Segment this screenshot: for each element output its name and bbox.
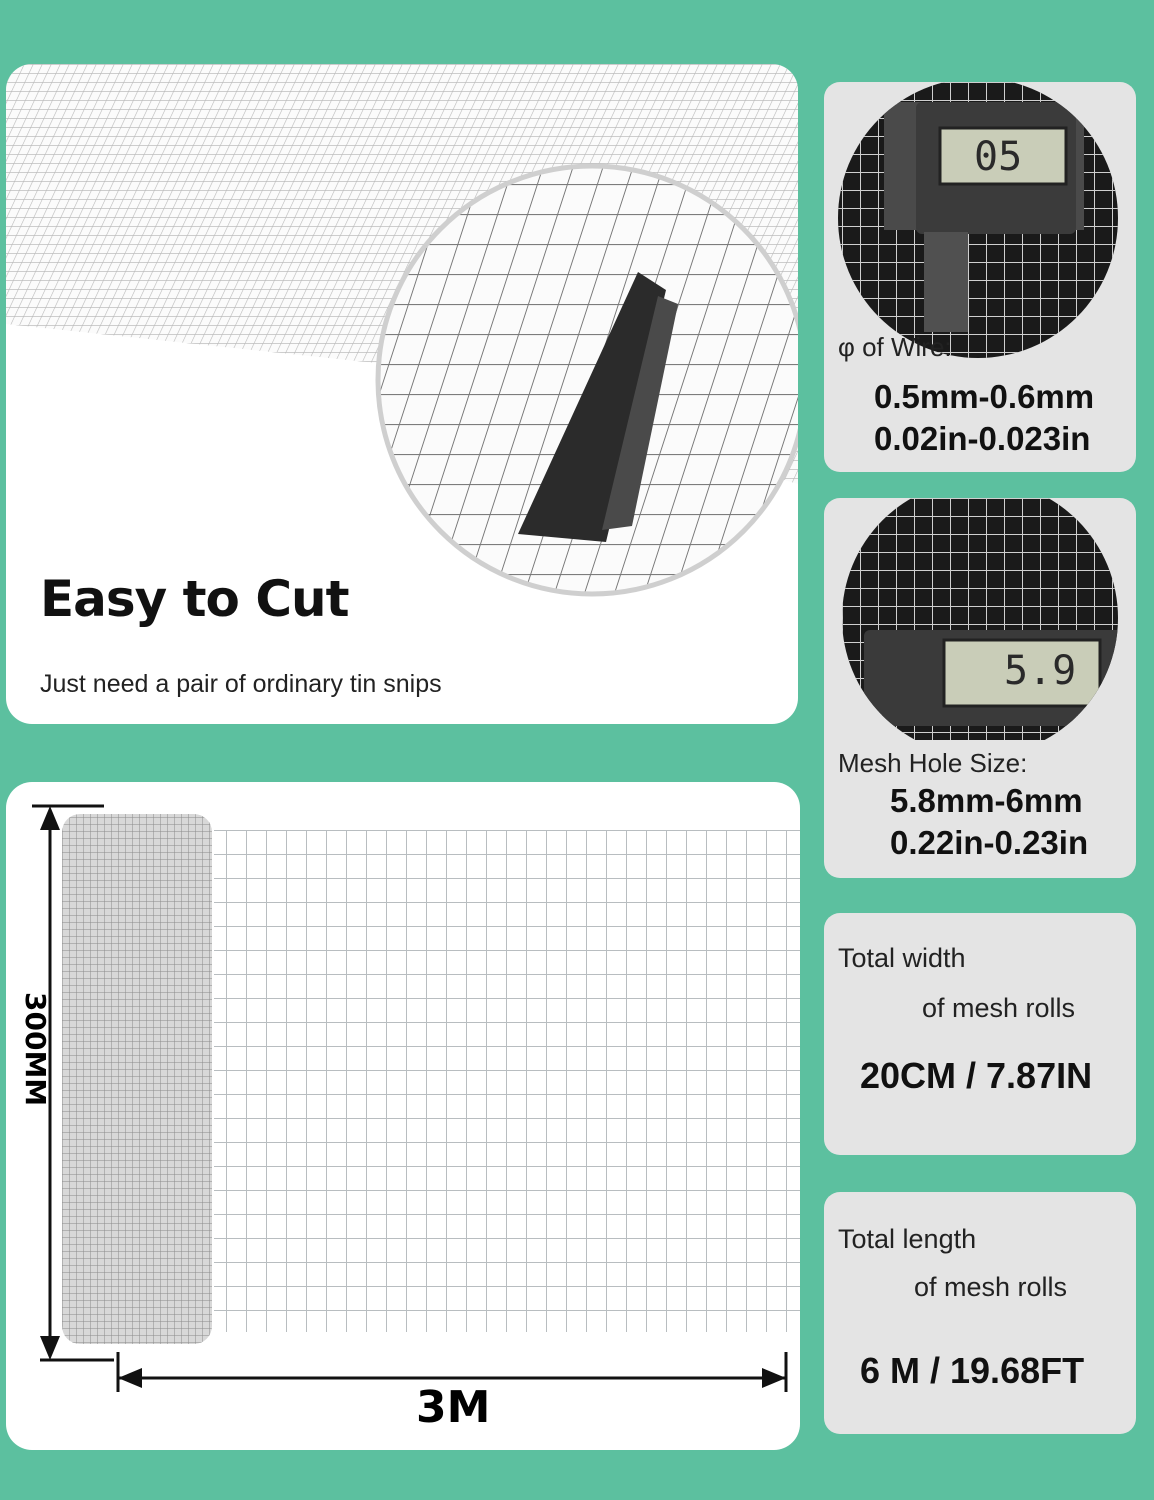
length-dimension-label: 3M bbox=[416, 1382, 491, 1433]
width-value: 20CM / 7.87IN bbox=[860, 1055, 1093, 1096]
hole-value-mm: 5.8mm-6mm bbox=[890, 782, 1083, 819]
length-label-line2: of mesh rolls bbox=[914, 1272, 1068, 1302]
total-width-card bbox=[824, 913, 1136, 1155]
hole-lcd-reading: 5.9 bbox=[1004, 648, 1077, 694]
wire-diameter-card bbox=[824, 82, 1136, 472]
total-length-card bbox=[824, 1192, 1136, 1434]
mesh-hole-card bbox=[824, 498, 1136, 878]
width-label-line1: Total width bbox=[838, 943, 966, 973]
wire-value-mm: 0.5mm-0.6mm bbox=[874, 378, 1095, 415]
length-label-line1: Total length bbox=[838, 1224, 977, 1254]
wire-lcd-reading: 05 bbox=[974, 134, 1023, 180]
feature-subtitle: Just need a pair of ordinary tin snips bbox=[40, 670, 442, 698]
easy-to-cut-card bbox=[6, 64, 798, 724]
wire-value-in: 0.02in-0.023in bbox=[874, 420, 1091, 457]
wire-label: φ of Wire: bbox=[838, 332, 952, 362]
mesh-roll-card bbox=[6, 782, 800, 1450]
feature-title: Easy to Cut bbox=[40, 570, 349, 628]
hole-value-in: 0.22in-0.23in bbox=[890, 824, 1089, 861]
height-dimension-label: 300MM bbox=[19, 992, 52, 1107]
width-label-line2: of mesh rolls bbox=[922, 993, 1076, 1023]
length-value: 6 M / 19.68FT bbox=[860, 1350, 1085, 1391]
hole-label: Mesh Hole Size: bbox=[838, 748, 1028, 778]
mesh-roll-illustration bbox=[6, 782, 800, 1450]
